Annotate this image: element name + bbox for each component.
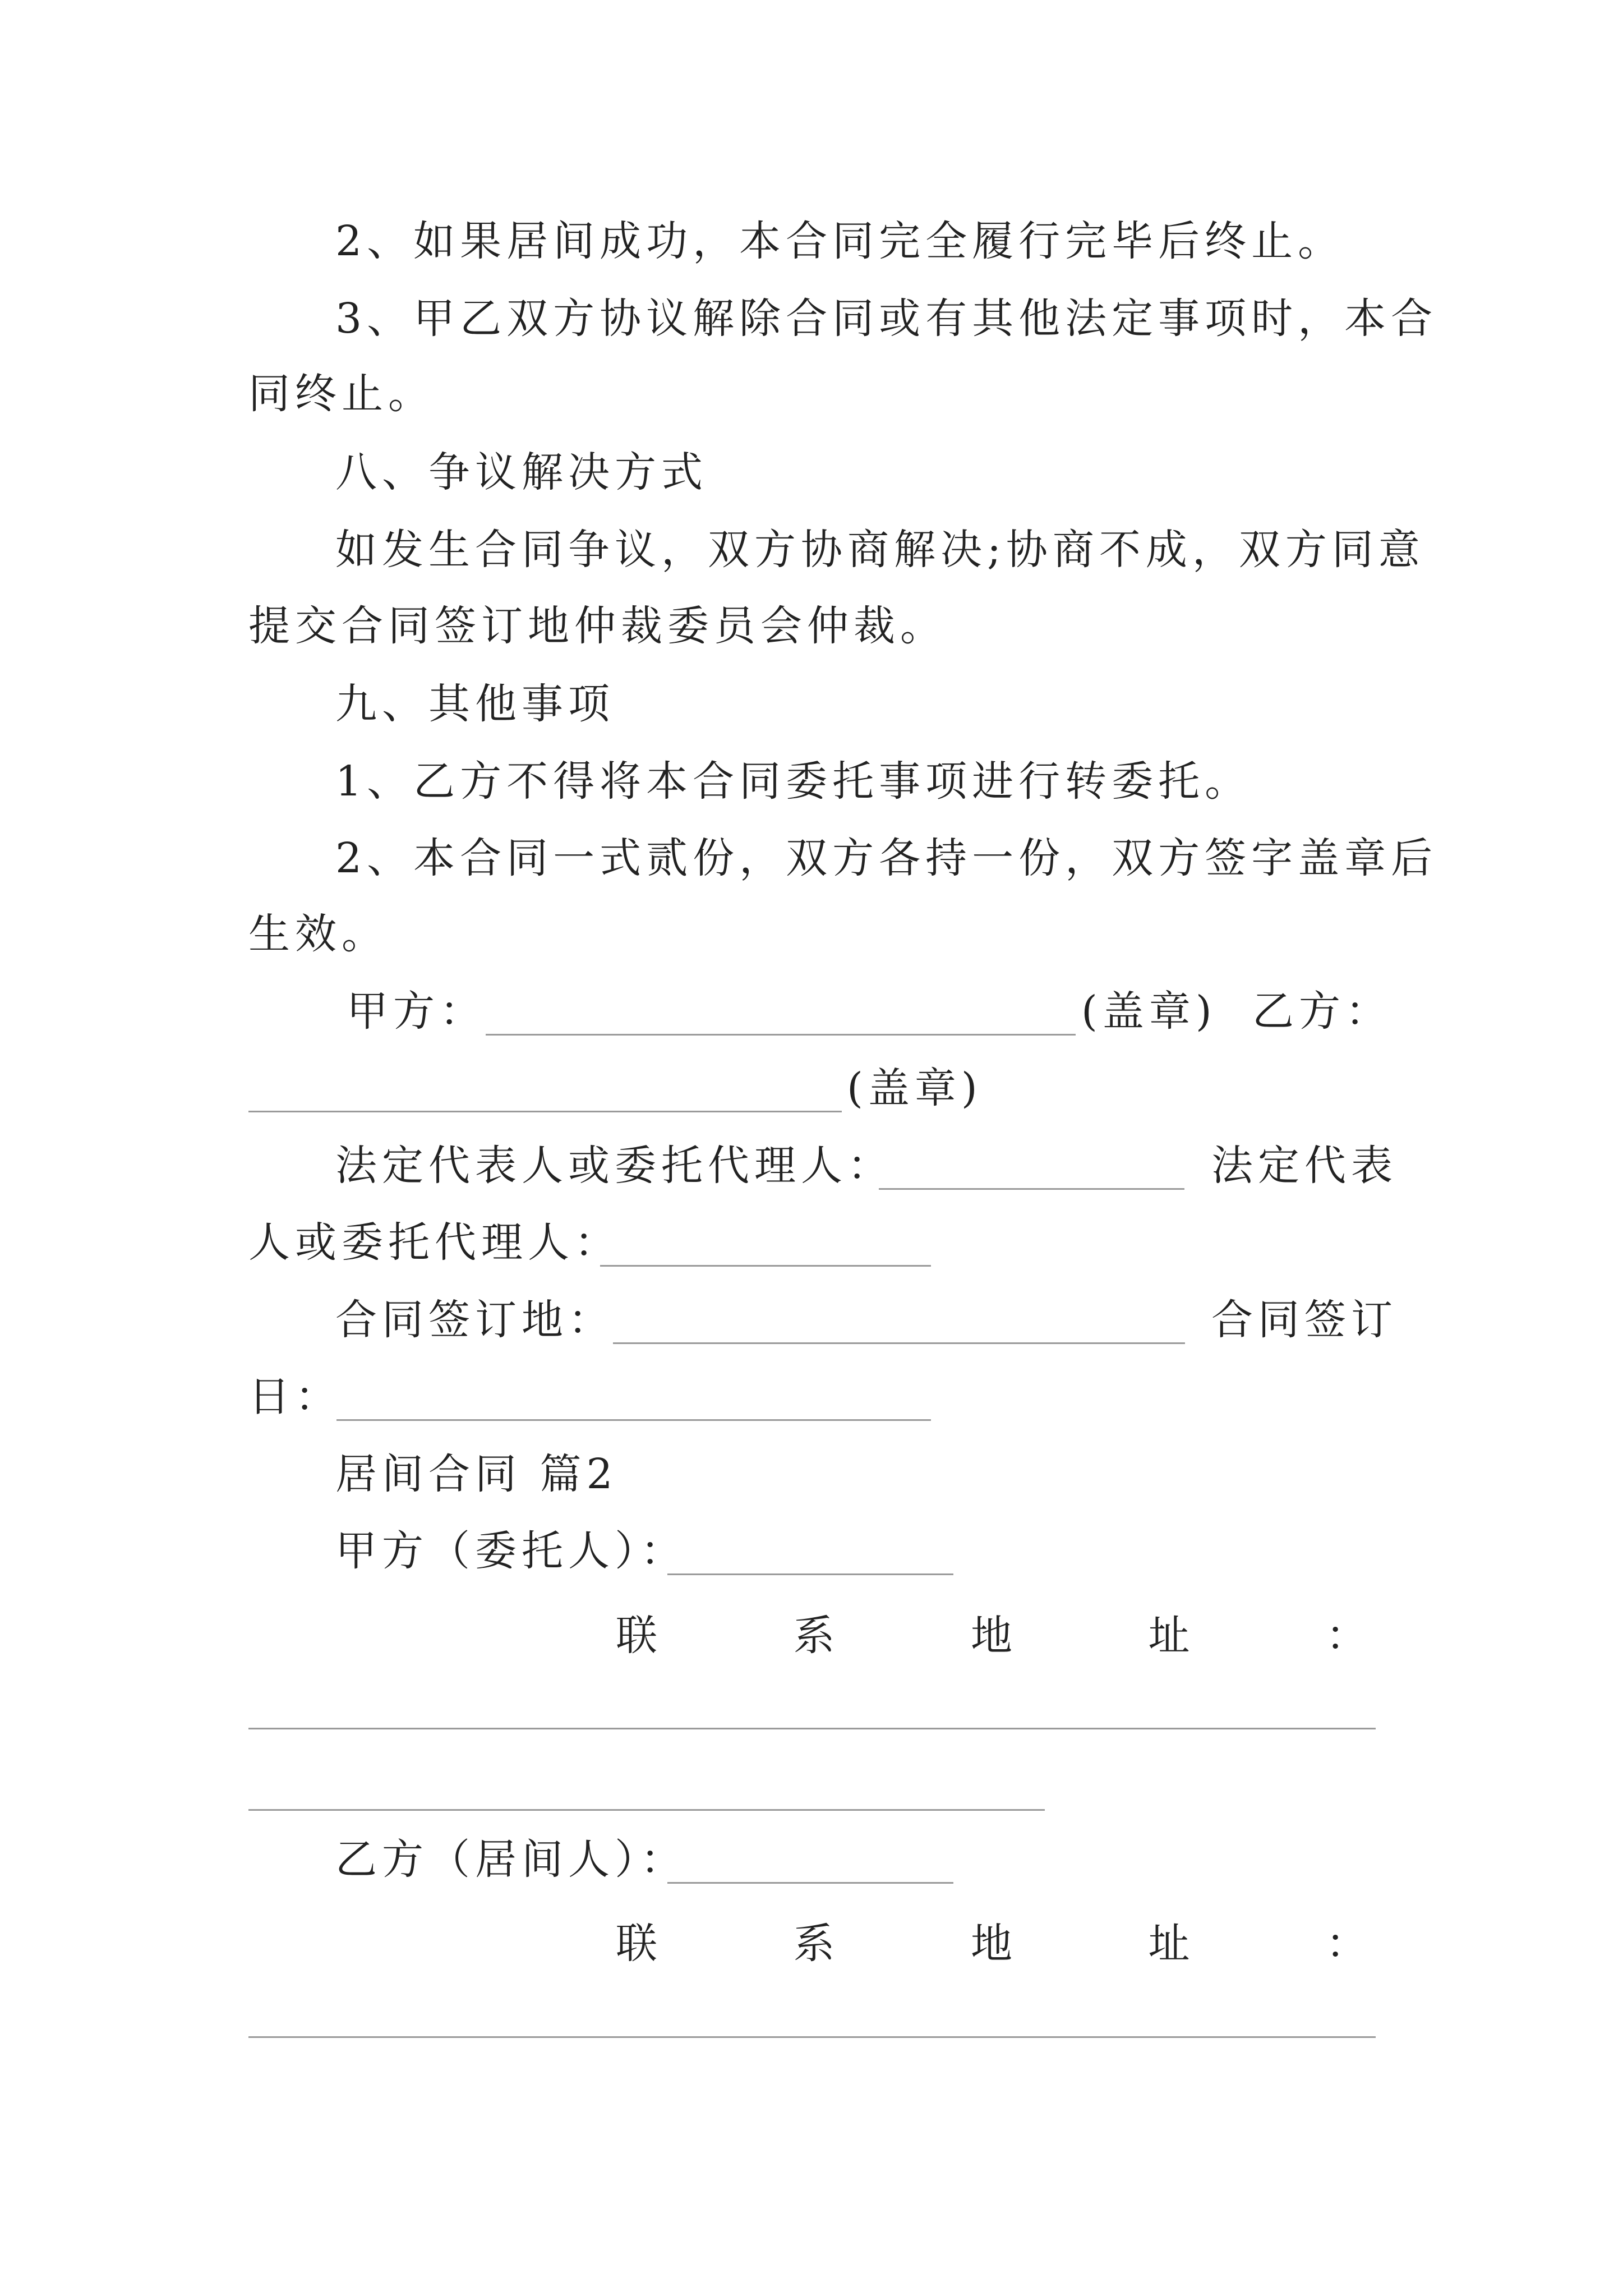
- party-b-representative-line: [600, 1265, 931, 1267]
- party-b-representative-label-part1: 法定代表: [1211, 1142, 1398, 1190]
- client-address-line-1: [248, 1728, 1376, 1729]
- signing-date-line: [336, 1419, 931, 1421]
- client-address-line-2: [248, 1809, 1045, 1811]
- party-b-representative-label-part2: 人或委托代理人：: [248, 1218, 621, 1267]
- party-a-representative-line: [879, 1188, 1184, 1190]
- party-a-signature-line: [486, 1034, 1076, 1036]
- signing-place-label: 合同签订地：: [335, 1296, 615, 1344]
- address-char: 系: [793, 1920, 835, 1968]
- dispute-text-line1: 如发生合同争议，双方协商解决;协商不成，双方同意: [335, 526, 1425, 574]
- address-char: 址: [1148, 1920, 1190, 1968]
- dispute-text-line2: 提交合同签订地仲裁委员会仲裁。: [248, 602, 947, 650]
- address-char: 地: [971, 1612, 1012, 1660]
- party-b-signature-line: [248, 1111, 842, 1112]
- party-b-seal: (盖章): [847, 1064, 983, 1112]
- section-2-title: 居间合同 篇2: [335, 1450, 618, 1498]
- client-label: 甲方（委托人）：: [335, 1527, 687, 1575]
- address-char: 址: [1148, 1612, 1190, 1660]
- clause-termination-3-line2: 同终止。: [248, 370, 435, 418]
- signing-date-label-part2: 日：: [248, 1373, 342, 1421]
- address-char: ：: [1326, 1612, 1367, 1660]
- other-clause-1: 1、乙方不得将本合同委托事项进行转委托。: [335, 757, 1252, 806]
- signing-place-line: [613, 1342, 1185, 1344]
- broker-address-label: [616, 1916, 1367, 1972]
- address-char: 系: [793, 1612, 835, 1660]
- broker-label: 乙方（居间人）：: [335, 1835, 687, 1884]
- client-address-label: [616, 1608, 1367, 1664]
- section-heading-other: 九、其他事项: [335, 680, 615, 728]
- party-b-label: 乙方：: [1252, 987, 1392, 1036]
- address-char: 联: [616, 1920, 657, 1968]
- party-a-label: 甲方：: [347, 987, 486, 1036]
- address-char: ：: [1326, 1920, 1367, 1968]
- other-clause-2-line1: 2、本合同一式贰份，双方各持一份，双方签字盖章后: [335, 834, 1438, 882]
- broker-name-line: [667, 1882, 953, 1884]
- section-heading-dispute: 八、争议解决方式: [335, 448, 708, 496]
- address-char: 联: [616, 1612, 657, 1660]
- clause-termination-2: 2、如果居间成功，本合同完全履行完毕后终止。: [335, 217, 1345, 265]
- address-char: 地: [971, 1920, 1012, 1968]
- party-a-representative-label: 法定代表人或委托代理人：: [335, 1142, 894, 1190]
- other-clause-2-line2: 生效。: [248, 910, 388, 958]
- party-a-seal: (盖章): [1081, 987, 1217, 1036]
- signing-date-label-part1: 合同签订: [1211, 1296, 1398, 1344]
- client-name-line: [667, 1573, 953, 1575]
- broker-address-line-1: [248, 2036, 1376, 2038]
- clause-termination-3-line1: 3、甲乙双方协议解除合同或有其他法定事项时，本合: [335, 295, 1438, 343]
